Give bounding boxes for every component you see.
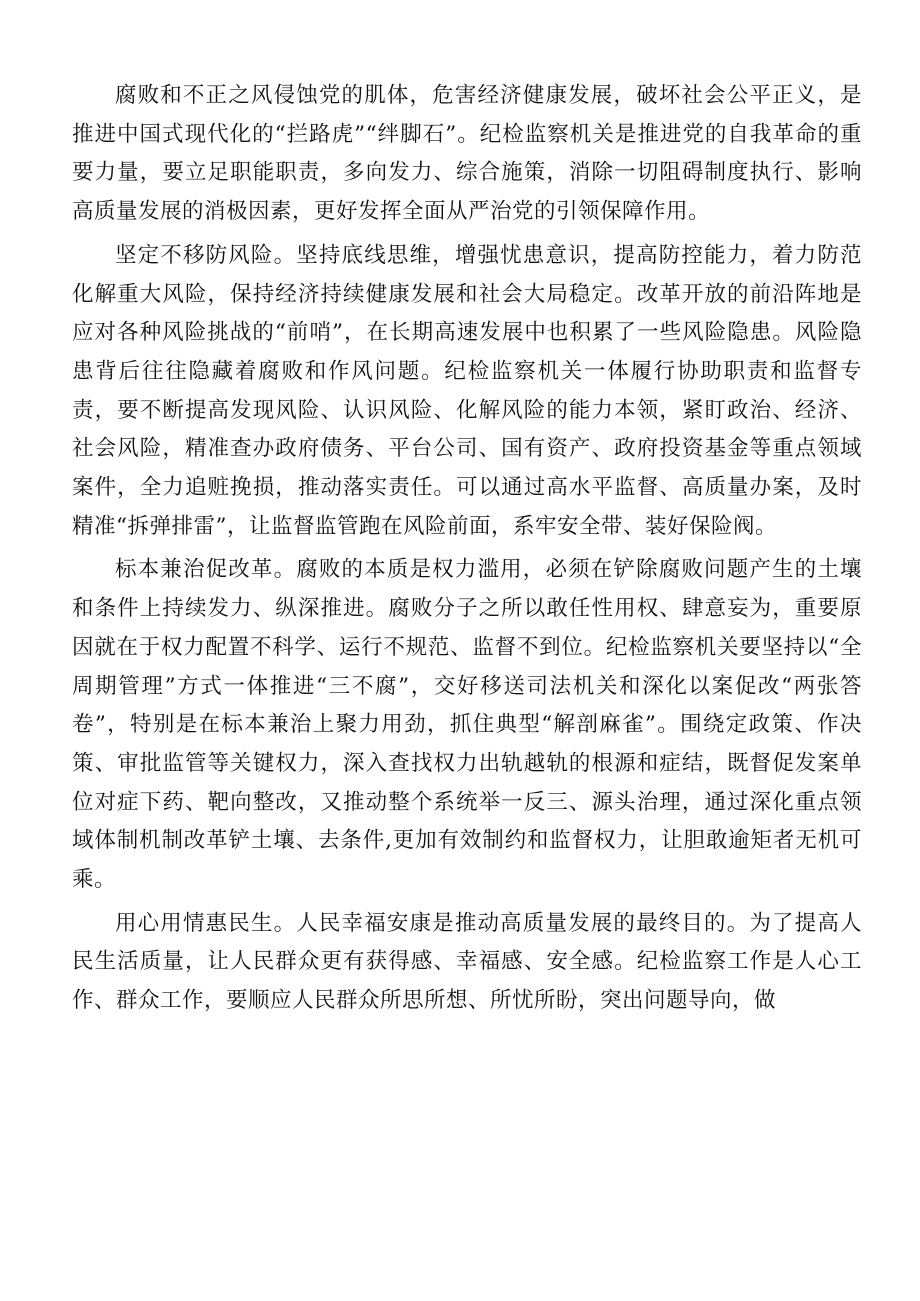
document-page	[72, 77, 862, 1026]
paragraph-livelihood: 用心用情惠民生。人民幸福安康是推动高质量发展的最终目的。为了提高人民生活质量，让人民群众更有获得感、幸福感、安全感。纪检监察工作是人心工作、群众工作，要顺应人民群众所思所想、所忧所盼，突出问题导向，做	[72, 910, 862, 1014]
paragraph-risk-prevention: 坚定不移防风险。坚持底线思维，增强忧患意识，提高防控能力，着力防范化解重大风险，保持经济持续健康发展和社会大局稳定。改革开放的前沿阵地是应对各种风险挑战的“前哨”，在长期高速发展中也积累了一些风险隐患。风险隐患背后往往隐藏着腐败和作风问题。纪检监察机关一体履行协助职责和监督专责，要不断提高发现风险、认识风险、化解风险的能力本领，紧盯政治、经济、社会风险，精准查办政府债务、平台公司、国有资产、政府投资基金等重点领域案件，全力追赃挽损，推动落实责任。可以通过高水平监督、高质量办案，及时精准“拆弹排雷”，让监督监管跑在风险前面，系牢安全带、装好保险阀。	[72, 242, 862, 539]
paragraph-reform: 标本兼治促改革。腐败的本质是权力滥用，必须在铲除腐败问题产生的土壤和条件上持续发力、纵深推进。腐败分子之所以敢任性用权、肆意妄为，重要原因就在于权力配置不科学、运行不规范、监督不到位。纪检监察机关要坚持以“全周期管理”方式一体推进“三不腐”，交好移送司法机关和深化以案促改“两张答卷”，特别是在标本兼治上聚力用劲，抓住典型“解剖麻雀”。围绕定政策、作决策、审批监管等关键权力，深入查找权力出轨越轨的根源和症结，既督促发案单位对症下药、靶向整改，又推动整个系统举一反三、源头治理，通过深化重点领域体制机制改革铲土壤、去条件,更加有效制约和监督权力，让胆敢逾矩者无机可乘。	[72, 557, 862, 893]
paragraph-intro: 腐败和不正之风侵蚀党的肌体，危害经济健康发展，破坏社会公平正义，是推进中国式现代化的“拦路虎”“绊脚石”。纪检监察机关是推进党的自我革命的重要力量，要立足职能职责，多向发力、综合施策，消除一切阻碍制度执行、影响高质量发展的消极因素，更好发挥全面从严治党的引领保障作用。	[72, 83, 862, 225]
